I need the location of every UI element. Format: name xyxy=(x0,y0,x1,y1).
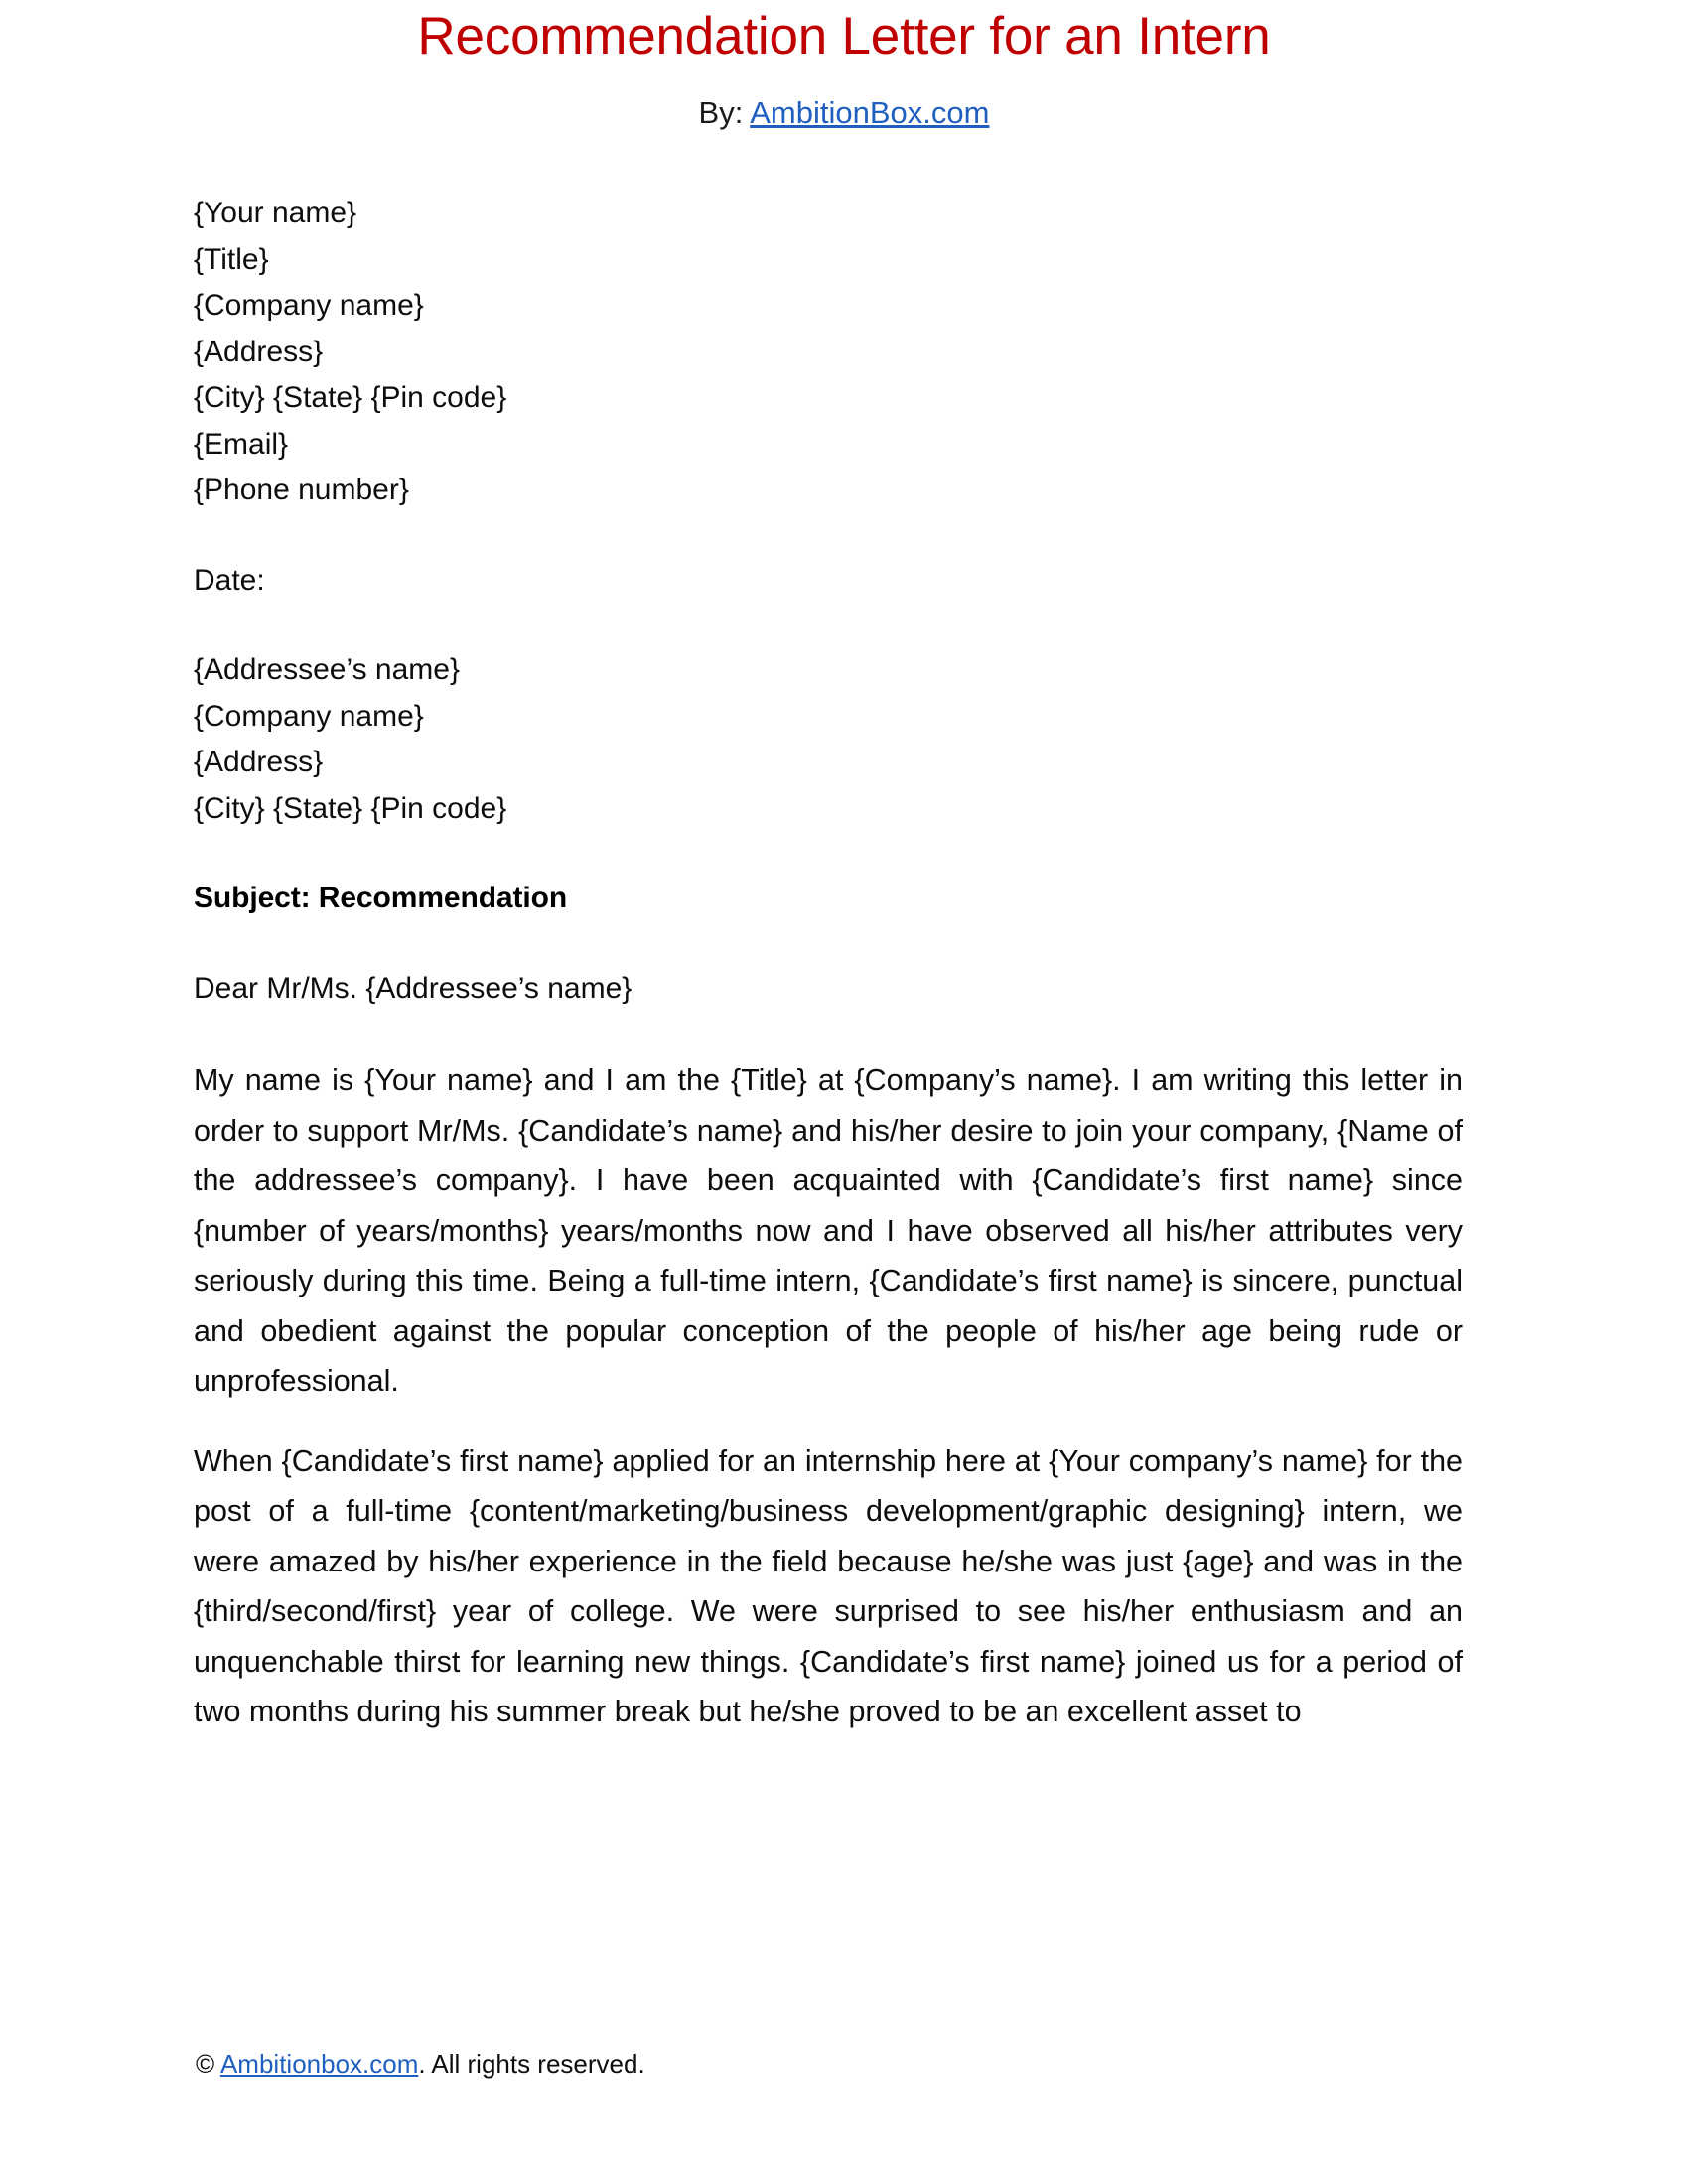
sender-address-block xyxy=(194,191,1465,514)
subject-line: Subject: Recommendation xyxy=(194,882,568,914)
byline xyxy=(0,93,1688,133)
sender-line: {Title} xyxy=(194,242,269,276)
spacer xyxy=(194,832,1465,876)
sender-line: {Company name} xyxy=(194,289,424,322)
copyright-symbol: © xyxy=(196,2049,220,2079)
letter-body xyxy=(194,191,1465,1737)
footer-rights-text: . All rights reserved. xyxy=(418,2049,645,2079)
spacer xyxy=(194,514,1465,558)
spacer xyxy=(194,1012,1465,1055)
body-paragraph: When {Candidate’s first name} applied for an internship here at {Your company’s name} for the post of a full-time {content/marketing/business development/graphic designing} intern, we were amazed by his/her experience in the field because he/she was just {age} and was in the {third/second/first} year of college. We were surprised to see his/her enthusiasm and an unquenchable thirst for learning new things. {Candidate’s first name} joined us for a period of two months during his summer break but he/she proved to be an excellent asset to xyxy=(194,1443,1463,1728)
sender-line: {Phone number} xyxy=(194,474,409,506)
spacer xyxy=(194,604,1465,647)
footer-link-ambitionbox[interactable]: Ambitionbox.com xyxy=(219,2049,419,2079)
recipient-line: {Address} xyxy=(194,746,324,778)
body-paragraph: My name is {Your name} and I am the {Title} at {Company’s name}. I am writing this letter in order to support Mr/Ms. {Candidate’s name} and his/her desire to join your company, {Name of the addressee’s company}. I have been acquainted with {Candidate’s first name} since {number of years/months} years/months now and I have observed all his/her attributes very seriously during this time. Being a full-time intern, {Candidate’s first name} is sincere, punctual and obedient against the popular conception of the people of his/her age being rude or unprofessional. xyxy=(194,1063,1463,1398)
sender-line: {City} {State} {Pin code} xyxy=(194,381,507,414)
recipient-address-block xyxy=(194,647,1465,832)
sender-line: {Your name} xyxy=(194,197,357,229)
recipient-line: {Company name} xyxy=(194,699,424,733)
spacer xyxy=(194,1407,1465,1436)
recipient-line: {Addressee’s name} xyxy=(194,653,460,686)
footer-copyright xyxy=(196,2045,645,2083)
date-label: Date: xyxy=(194,563,265,597)
salutation-line: Dear Mr/Ms. {Addressee’s name} xyxy=(194,971,633,1005)
byline-link-ambitionbox[interactable]: AmbitionBox.com xyxy=(750,95,990,130)
recipient-line: {City} {State} {Pin code} xyxy=(194,791,507,825)
sender-line: {Email} xyxy=(194,427,289,461)
sender-line: {Address} xyxy=(194,335,324,368)
byline-prefix: By: xyxy=(698,95,751,130)
page-title: Recommendation Letter for an Intern xyxy=(417,7,1271,66)
spacer xyxy=(194,922,1465,966)
